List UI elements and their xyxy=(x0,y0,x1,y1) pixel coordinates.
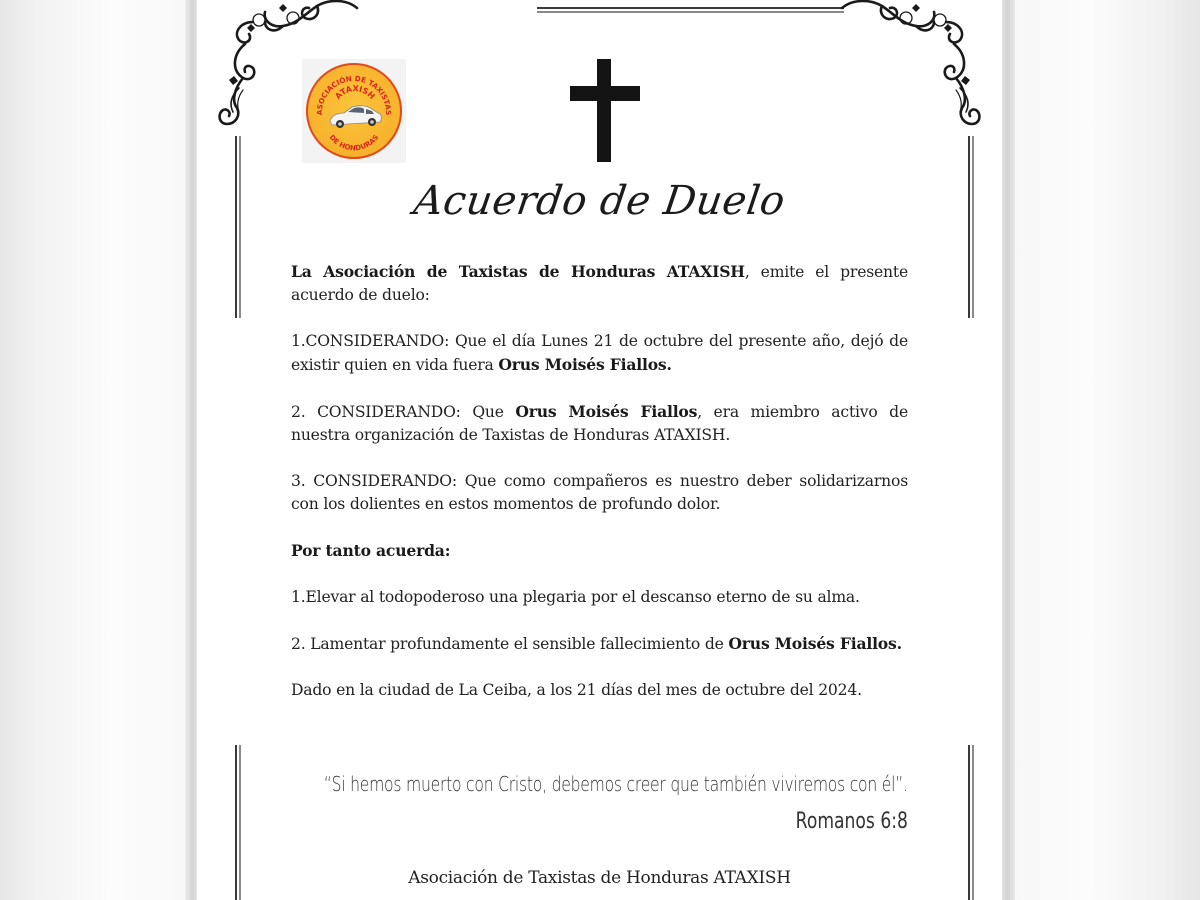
page-shadow-left xyxy=(185,0,197,900)
page-shadow-right xyxy=(1002,0,1015,900)
svg-text:ASOCIACIÓN DE TAXISTAS: ASOCIACIÓN DE TAXISTAS xyxy=(314,73,394,116)
document-page xyxy=(197,0,1002,900)
border-left-rule-top xyxy=(235,136,237,318)
bible-verse-reference: Romanos 6:8 xyxy=(795,809,908,834)
acuerdo-2-text: 2. Lamentar profundamente el sensible fallecimiento de xyxy=(291,635,729,653)
por-tanto-label: Por tanto acuerda: xyxy=(291,541,451,560)
acuerdo-1 xyxy=(291,586,908,609)
border-left-rule-top-inner xyxy=(239,136,241,318)
intro-paragraph xyxy=(291,260,908,307)
deceased-name: Orus Moisés Fiallos. xyxy=(728,634,902,653)
border-top-right-rule-inner xyxy=(664,11,844,13)
background-left xyxy=(0,0,185,900)
considerando-1 xyxy=(291,330,908,377)
considerando-2-text: 2. CONSIDERANDO: Que xyxy=(291,403,516,421)
por-tanto-heading xyxy=(291,539,908,563)
deceased-name: Orus Moisés Fiallos. xyxy=(498,355,672,374)
border-right-rule-top-inner xyxy=(972,136,974,318)
considerando-3 xyxy=(291,470,908,516)
document-body xyxy=(291,260,908,725)
cross-icon-bar xyxy=(570,86,640,101)
deceased-name: Orus Moisés Fiallos xyxy=(515,402,698,421)
signature: Asociación de Taxistas de Honduras ATAXISH xyxy=(408,868,791,888)
intro-organization: La Asociación de Taxistas de Honduras ATAXISH xyxy=(291,262,745,281)
border-top-right-rule xyxy=(664,7,844,9)
considerando-2 xyxy=(291,400,908,447)
taxi-car-icon xyxy=(302,59,406,163)
cross-icon xyxy=(597,59,611,162)
svg-text:ATAXISH: ATAXISH xyxy=(333,84,377,102)
intro-rest: , emite el presente acuerdo de duelo: xyxy=(291,263,908,304)
corner-ornament-top-right-icon xyxy=(832,0,982,140)
acuerdo-2 xyxy=(291,632,908,656)
considerando-3-text: 3. CONSIDERANDO: Que como compañeros es nuestro deber solidarizarnos con los dolientes en estos momentos de profundo dolor. xyxy=(291,472,908,513)
background-right xyxy=(1015,0,1200,900)
svg-text:DE HONDURAS: DE HONDURAS xyxy=(327,133,381,153)
dado-text: Dado en la ciudad de La Ceiba, a los 21 días del mes de octubre del 2024. xyxy=(291,681,862,699)
border-right-rule-top xyxy=(968,136,970,318)
bible-quote: “Si hemos muerto con Cristo, debemos creer que también viviremos con él”. xyxy=(323,772,908,796)
acuerdo-1-text: 1.Elevar al todopoderoso una plegaria por el descanso eterno de su alma. xyxy=(291,588,860,606)
considerando-1-text: 1.CONSIDERANDO: Que el día Lunes 21 de octubre del presente año, dejó de existir quien en vida fuera xyxy=(291,332,908,374)
dado-paragraph xyxy=(291,679,908,702)
ataxish-logo xyxy=(302,59,406,163)
considerando-2-suffix: , era miembro activo de nuestra organización de Taxistas de Honduras ATAXISH. xyxy=(291,403,908,444)
page-title: Acuerdo de Duelo xyxy=(410,178,789,224)
